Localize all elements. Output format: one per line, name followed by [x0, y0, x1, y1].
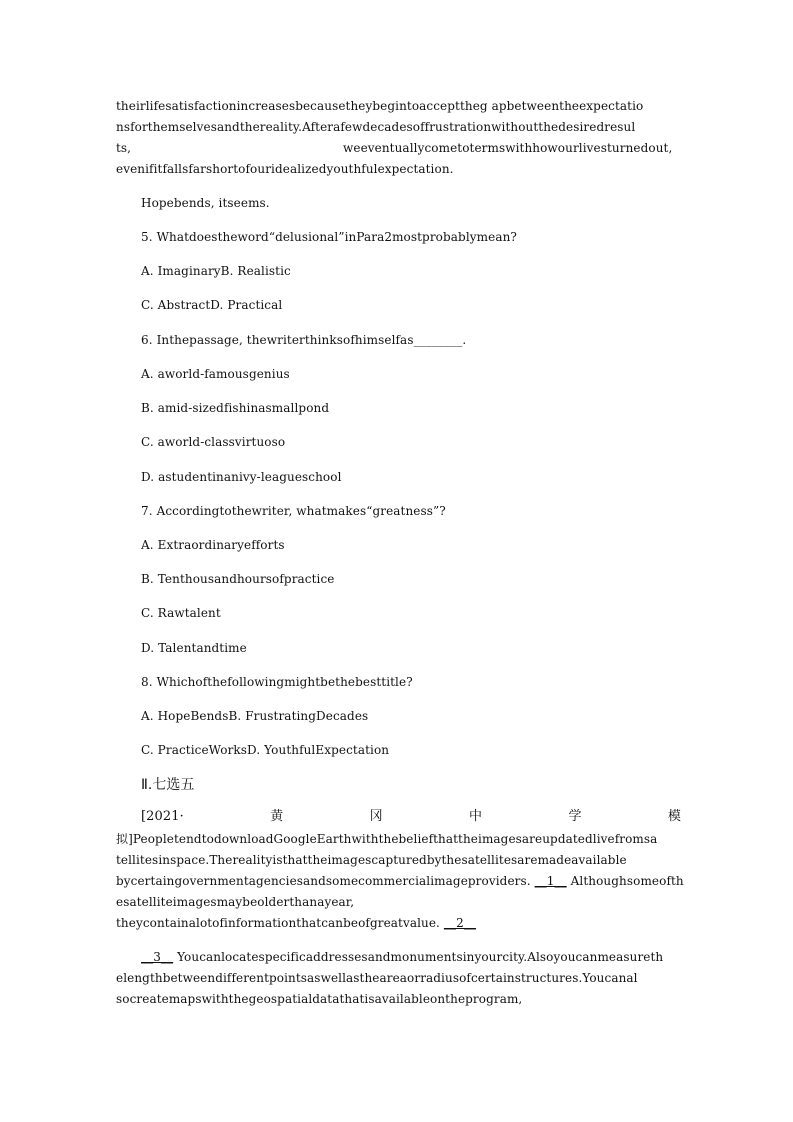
passage-fragment: weeventuallycometotermswithhowourlivesturnedout, [343, 141, 673, 155]
source-part: 黄 [270, 809, 284, 824]
section-heading: Ⅱ.七选五 [141, 777, 195, 793]
question-stem: 7. Accordingtothewriter, whatmakes“greatness”? [141, 504, 446, 518]
source-part: 学 [568, 809, 582, 824]
passage-line: 拟]PeopletendtodownloadGoogleEarthwiththebeliefthattheimagesareupdatedlivefromsa [116, 832, 658, 846]
answer-option: A. ImaginaryB. Realistic [141, 264, 291, 278]
answer-option: D. astudentinanivy-leagueschool [141, 470, 342, 484]
passage-line: esatelliteimagesmaybeolderthanayear, [116, 895, 355, 909]
passage-line [116, 140, 673, 156]
passage-line: tellitesinspace.Therealityisthattheimagescapturedbythesatellitesaremadeavailable [116, 853, 627, 867]
answer-option: A. Extraordinaryefforts [141, 538, 285, 552]
passage-fragment: Althoughsomeofth [570, 874, 684, 888]
blank-2: __2__ [443, 916, 477, 930]
passage-line: elengthbetweendifferentpointsaswellastheareaorradiusofcertainstructures.Youcanal [116, 971, 638, 985]
source-part: 冈 [369, 809, 383, 824]
source-part: 模 [667, 809, 681, 824]
blank-1: __1__ [534, 874, 567, 888]
passage-fragment: bycertaingovernmentagenciesandsomecommercialimageproviders. [116, 874, 531, 888]
question-stem: 6. Inthepassage, thewriterthinksofhimselfas________. [141, 333, 467, 347]
passage-fragment: theycontainalotofinformationthatcanbeofgreatvalue. [116, 916, 440, 930]
answer-option: A. HopeBendsB. FrustratingDecades [141, 709, 369, 723]
passage-closing: Hopebends, itseems. [141, 196, 270, 210]
passage-fragment: Youcanlocatespecificaddressesandmonumentsinyourcity.Alsoyoucanmeasureth [177, 950, 664, 964]
answer-option: D. Talentandtime [141, 641, 247, 655]
answer-option: C. Rawtalent [141, 606, 221, 620]
passage-line [116, 873, 684, 889]
source-part: 中 [469, 809, 483, 824]
question-stem: 8. Whichofthefollowingmightbethebesttitle? [141, 675, 413, 689]
passage-line: socreatemapswiththegeospatialdatathatisavailableontheprogram, [116, 992, 523, 1006]
answer-option: C. PracticeWorksD. YouthfulExpectation [141, 743, 390, 757]
passage-line: evenifitfallsfarshortofouridealizedyouthfulexpectation. [116, 162, 454, 176]
passage-line: theirlifesatisfactionincreasesbecausetheybegintoaccepttheg apbetweentheexpectatio [116, 99, 644, 113]
answer-option: B. amid-sizedfishinasmallpond [141, 401, 330, 415]
blank-3: __3__ [141, 950, 174, 964]
question-stem: 5. Whatdoestheword“delusional”inPara2mostprobablymean? [141, 230, 517, 244]
passage-line [116, 915, 476, 931]
source-line [141, 809, 681, 825]
answer-option: B. Tenthousandhoursofpractice [141, 572, 335, 586]
answer-option: C. AbstractD. Practical [141, 298, 283, 312]
source-part: [2021· [141, 809, 184, 824]
passage-line [141, 949, 663, 965]
answer-option: C. aworld-classvirtuoso [141, 435, 286, 449]
passage-fragment: ts, [116, 141, 132, 155]
answer-option: A. aworld-famousgenius [141, 367, 290, 381]
passage-line: nsforthemselvesandthereality.Afterafewdecadesoffrustrationwithoutthedesiredresul [116, 120, 636, 134]
